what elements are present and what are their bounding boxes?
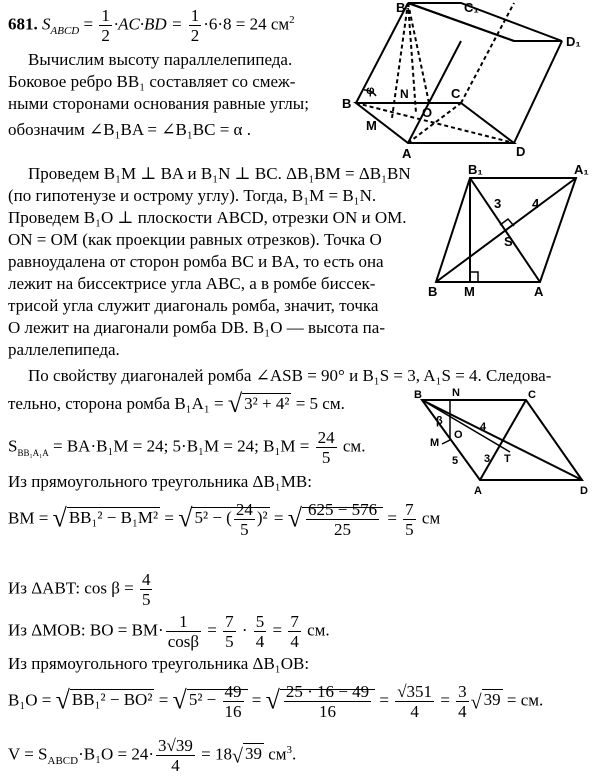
fig1-label-N: N <box>400 87 409 101</box>
bo-eq2: = <box>268 620 287 640</box>
b1o-rad1: BB₁² − BO² <box>71 690 153 710</box>
para2-line7: трисой угла служит диагональ ромба, значит, точка <box>8 296 379 315</box>
area2-den: 5 <box>321 448 331 467</box>
bm-r3-den: 25 <box>334 520 352 539</box>
area-expr-2: ·AC·BD = <box>113 14 187 34</box>
problem-header <box>8 6 295 45</box>
half-num: 1 <box>101 6 110 25</box>
fig1-label-A: A <box>402 146 412 160</box>
b1o-r2-num: 49 <box>224 682 242 701</box>
bo-text: Из ΔMOB: BO = BM· <box>8 620 164 640</box>
bm-eq3: = <box>383 508 402 528</box>
fig2-label-A: A <box>534 284 544 299</box>
fig1-label-D1: D₁ <box>566 34 581 49</box>
bo-f4-num: 7 <box>290 612 299 631</box>
cos-den: 5 <box>141 590 151 609</box>
b1o-r2a: 5² − <box>188 690 221 710</box>
bm-formula: BM = √ BB₁² − B₁M² = √ 5² − ( $\frac{24}{5}$ )² = √ $\frac{625 - 576}{25}$ = $\frac{7}{5}$ см <box>8 500 441 539</box>
fig1-label-M: M <box>366 118 377 133</box>
volume-den: 4 <box>171 756 180 775</box>
bm-res-num: 7 <box>405 500 414 519</box>
b1o-eq2: = <box>247 690 266 710</box>
para2-line6: лежит на биссектрисе угла ABC, а в ромбе биссек- <box>8 274 376 293</box>
fig2-label-B: B <box>428 284 438 299</box>
fig2-label-3: 3 <box>494 196 502 211</box>
bo-dot: · <box>237 620 252 640</box>
volume-rad: 39 <box>244 744 262 764</box>
bm-r3-num: 625 − 576 <box>307 500 378 519</box>
b1o-intro: Из прямоугольного треугольника ΔB₁OB: <box>8 654 310 673</box>
volume-eq: = 18 <box>196 744 232 764</box>
volume-mid: ·B₁O = 24· <box>78 744 155 764</box>
fig2-label-S: S <box>504 234 513 249</box>
fig3-label-A: A <box>474 485 482 497</box>
para2-line8: O лежит на диагонали ромба DB. B₁O — высота па- <box>8 318 385 337</box>
fig1-label-C1: C₁ <box>464 0 479 15</box>
bm-lhs: BM = <box>8 508 53 528</box>
fig3-label-5: 5 <box>452 455 459 467</box>
b1o-lhs: B₁O = <box>8 690 56 710</box>
b1o-r4-num: √351 <box>397 682 433 701</box>
para2-line3: Проведем B₁O ⊥ плоскости ABCD, отрезки ON и OM. <box>8 208 407 227</box>
fig2-label-4: 4 <box>532 196 540 211</box>
bm-eq1: = <box>160 508 179 528</box>
bo-f3 <box>254 612 267 651</box>
figure-parallelepiped <box>336 0 598 160</box>
half-num-2: 1 <box>190 6 200 25</box>
area2-subscript: BB₁A₁A <box>17 447 49 458</box>
bm-rad2-num: 24 <box>235 500 253 519</box>
bm-eq2: = <box>269 508 288 528</box>
area-symbol: S <box>42 14 51 34</box>
para1-line1: Вычислим высоту параллелепипеда. <box>28 50 293 69</box>
bo-f2 <box>223 612 236 651</box>
fig1-label-C: C <box>451 86 461 101</box>
fig3-label-3: 3 <box>484 453 491 465</box>
bo-f4 <box>288 612 301 651</box>
half-den-2: 2 <box>190 26 200 45</box>
b1o-r5-frac <box>456 682 469 721</box>
volume-lhs: V = S <box>8 744 48 764</box>
bm-rad2 <box>192 500 269 539</box>
fig3-label-C: C <box>528 389 536 401</box>
b1o-r3-den: 16 <box>319 702 336 721</box>
area-expr-3: ·6·8 = 24 см <box>203 14 290 34</box>
b1o-r2-frac <box>223 682 244 721</box>
para3-line2: тельно, сторона ромба B₁A₁ = √ 3² + 4² = 5 см. <box>8 389 345 418</box>
para1-line4: обозначим ∠B₁BA = ∠B₁BC = α . <box>8 120 251 139</box>
equals: = <box>79 14 98 34</box>
b1o-r4-frac <box>395 682 434 721</box>
bo-f4-den: 4 <box>290 632 299 651</box>
bm-res-den: 5 <box>405 520 414 539</box>
top-face <box>408 3 562 41</box>
bm-rad2a: 5² − ( <box>194 508 232 528</box>
fig3-label-beta: β <box>436 415 443 427</box>
area2-fraction <box>316 428 337 467</box>
para2-line1: Проведем B₁M ⊥ BA и B₁N ⊥ BC. ΔB₁BM = ΔB₁BN <box>28 164 411 183</box>
fig1-label-D: D <box>516 144 526 159</box>
fig3-label-4: 4 <box>480 421 487 433</box>
bm-res-frac <box>403 500 416 539</box>
volume-unit: см <box>263 744 287 764</box>
b1o-r5-num: 3 <box>458 682 467 701</box>
b1o-eq1: = <box>154 690 173 710</box>
side-result: = 5 см. <box>291 394 345 413</box>
cos-line <box>8 570 154 609</box>
fig2-label-B1: B₁ <box>468 162 483 177</box>
side-radicand: 3² + 4² <box>244 394 290 413</box>
cos-frac <box>140 570 153 609</box>
volume-sub: ABCD <box>47 754 79 767</box>
b1o-eq4: = <box>436 690 455 710</box>
b1o-eq3: = <box>375 690 394 710</box>
bo-f3-num: 5 <box>255 612 265 631</box>
bo-line <box>8 612 330 651</box>
fig3-label-N: N <box>452 387 460 399</box>
area2-unit: см. <box>338 436 366 456</box>
bm-rad2-frac <box>234 500 255 539</box>
volume-frac <box>156 736 195 775</box>
b1o-rad3 <box>280 682 375 721</box>
fig2-label-A1: A₁ <box>574 162 589 177</box>
fig3-label-B: B <box>414 389 422 401</box>
bm-rad2-den: 5 <box>240 520 249 539</box>
bm-intro: Из прямоугольного треугольника ΔB₁MB: <box>8 472 312 491</box>
area-subscript: ABCD <box>50 24 80 37</box>
bm-rad2b: )² <box>256 508 268 528</box>
fig1-label-B: B <box>342 96 352 111</box>
b1o-rad2 <box>187 682 248 721</box>
figure-rhombus-face <box>428 162 598 300</box>
b1o-r4-den: 4 <box>410 702 419 721</box>
fig1-label-phi: φ <box>366 83 375 97</box>
bm-rad1: BB₁² − B₁M² <box>68 508 159 528</box>
bo-f1-num: 1 <box>166 612 201 632</box>
fig3-label-T: T <box>504 453 511 465</box>
bo-f2-num: 7 <box>225 612 234 631</box>
para1-line2: Боковое ребро BB₁ составляет со смеж- <box>8 72 296 91</box>
area-sup: 2 <box>289 13 295 26</box>
half-fraction <box>99 6 112 45</box>
half-den: 2 <box>101 26 110 45</box>
lateral-area-line <box>8 428 365 467</box>
b1o-r3-frac <box>284 682 371 721</box>
para2-line4: ON = OM (как проекции равных отрезков). Точка О <box>8 230 382 249</box>
b1o-r5-den: 4 <box>458 702 467 721</box>
volume-line: $V = S_{ABCD}\cdot B_1O = 24\cdot$ $\frac{3√39}{4}$ = 18√ 39 $см^3$. <box>8 736 297 775</box>
b1o-r5-rad: 39 <box>483 690 501 710</box>
fig3-label-M: M <box>430 437 440 449</box>
half-fraction-2 <box>189 6 202 45</box>
bo-eq1: = <box>203 620 222 640</box>
b1o-unit: = см. <box>502 690 544 710</box>
b1o-r3-num: 25 · 16 − 49 <box>285 682 370 701</box>
bo-f1-den: cosβ <box>167 632 200 651</box>
para2-line9: раллелепипеда. <box>8 340 120 359</box>
b1o-formula: B₁O = √ BB₁² − BO² = √ 5² − $\frac{49}{16}$ = √ $\frac{25 \cdot 16 - 49}{16}$ = $\frac{√351}{4}$ = $\frac{3}{4}$ √ 39 = см. <box>8 682 544 721</box>
bo-f1 <box>166 612 201 651</box>
bm-unit: см <box>417 508 441 528</box>
fig2-label-M: M <box>464 284 475 299</box>
para2-line5: равноудалена от сторон ромба BC и BA, то есть она <box>8 252 384 271</box>
area2-expr: = BA·B₁M = 24; 5·B₁M = 24; B₁M = <box>48 436 314 456</box>
cos-text: Из ΔABT: cos β = <box>8 578 138 598</box>
volume-end: . <box>292 744 297 764</box>
area2-num: 24 <box>317 428 335 447</box>
para1-line3: ными сторонами основания равные углы; <box>8 94 309 113</box>
fig1-label-O: O <box>422 105 433 120</box>
bm-rad3-frac <box>306 500 379 539</box>
para2-line2: (по гипотенузе и острому углу). Тогда, B₁M = B₁N. <box>8 186 377 205</box>
bo-f3-den: 4 <box>255 632 265 651</box>
fig3-label-D: D <box>580 485 588 497</box>
para3-line1: По свойству диагоналей ромба ∠ASB = 90° и B₁S = 3, A₁S = 4. Следова- <box>28 366 552 385</box>
figure-rhombus-base <box>410 384 596 498</box>
fig1-label-B1: B₁ <box>396 0 411 15</box>
side-text: тельно, сторона ромба B₁A₁ = <box>8 394 228 413</box>
volume-sup: 3 <box>286 743 293 756</box>
bm-rad3 <box>302 500 383 539</box>
cos-num: 4 <box>141 570 151 589</box>
area2-symbol: S <box>8 436 18 456</box>
b1o-r2-den: 16 <box>224 702 242 721</box>
bo-f2-den: 5 <box>225 632 234 651</box>
bo-unit: см. <box>302 620 330 640</box>
problem-number: 681. <box>8 14 38 34</box>
volume-num: 3√39 <box>158 736 193 755</box>
fig3-label-O: O <box>454 429 463 441</box>
